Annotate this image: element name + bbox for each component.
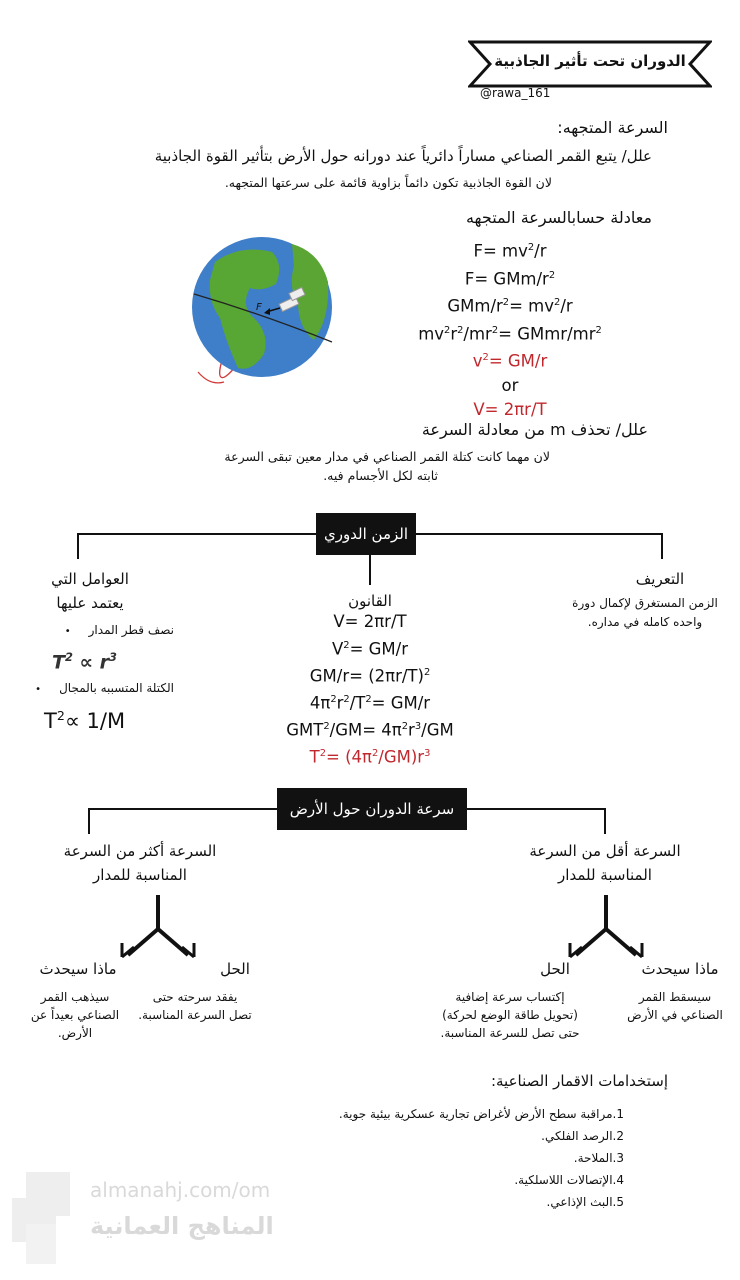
period-title-box: الزمن الدوري xyxy=(316,513,416,555)
slower-heading-line1: السرعة أقل من السرعة xyxy=(529,842,681,860)
use-item-4: 4.الإتصالات اللاسلكية. xyxy=(514,1173,624,1187)
factor-item-2 xyxy=(35,681,174,695)
watermark-site: almanahj.com/om xyxy=(90,1178,271,1202)
eq-3: GMm/$r^2= mv^2/r$ xyxy=(447,296,573,316)
slower-heading-line2: المناسبة للمدار xyxy=(558,866,652,884)
faster-happens-line1: سيذهب القمر xyxy=(40,990,110,1004)
force-label: F xyxy=(256,302,262,313)
faster-fork-arrow xyxy=(118,893,198,963)
factor-radius: نصف قطر المدار • xyxy=(65,623,174,637)
period-vline-right xyxy=(661,533,663,559)
eq-6-result: V= 2πr/T xyxy=(473,399,547,419)
faster-happens-line2: الصناعي بعيداً عن xyxy=(30,1008,120,1022)
period-eq-3: $GM/r= (2\pi r/T)^2$ xyxy=(309,666,431,685)
or-label: or xyxy=(501,375,519,395)
eq-5-result: $v^2= GM/r$ xyxy=(472,351,548,371)
watermark-name: المناهج العمانية xyxy=(90,1212,274,1240)
velocity-equation-heading: معادلة حسابالسرعة المتجهه xyxy=(465,208,652,227)
mass-question: علل/ تحذف m من معادلة السرعة xyxy=(421,420,648,439)
header-banner xyxy=(468,40,712,88)
mass-answer-line1: لان مهما كانت كتلة القمر الصناعي في مدار معين تبقى السرعة xyxy=(224,449,550,464)
uses-list xyxy=(339,1103,624,1213)
mass-answer-line2: ثابته لكل الأجسام فيه. xyxy=(323,468,438,483)
faster-solution-line2: تصل السرعة المناسبة. xyxy=(138,1008,252,1022)
speed-vline-left xyxy=(88,808,90,834)
slower-solution-line3: حتى تصل للسرعة المناسبة. xyxy=(440,1026,580,1040)
eq-1: $F= mv^2/r$ xyxy=(473,241,547,261)
use-item-2: 2.الرصد الفلكي. xyxy=(541,1129,624,1143)
slower-solution-line1: إكتساب سرعة إضافية xyxy=(455,990,565,1004)
speed-vline-right xyxy=(604,808,606,834)
faster-happens-line3: الأرض. xyxy=(57,1026,93,1040)
slower-happens-line1: سيسقط القمر xyxy=(638,990,712,1004)
slower-what-happens-heading: ماذا سيحدث xyxy=(641,960,719,978)
watermark-logo xyxy=(12,1172,70,1268)
velocity-heading: السرعة المتجهه: xyxy=(557,118,668,137)
faster-solution-heading: الحل xyxy=(220,960,250,978)
factor-item-1 xyxy=(65,623,174,637)
period-eq-4: $4\pi^2r^2/T^2= GM/r$ xyxy=(309,693,431,712)
use-item-5: 5.البث الإذاعي. xyxy=(546,1195,624,1209)
gravity-answer: لان القوة الجاذبية تكون دائماً بزاوية قائمة على سرعتها المتجهه. xyxy=(224,175,552,190)
faster-heading-line1: السرعة أكثر من السرعة xyxy=(63,842,217,860)
slower-fork-arrow xyxy=(566,893,646,963)
gravity-question: علل/ يتبع القمر الصناعي مساراً دائرياً عند دورانه حول الأرض بتأثير القوة الجاذبية xyxy=(154,147,652,165)
faster-what-happens-heading: ماذا سيحدث xyxy=(39,960,117,978)
faster-heading-line2: المناسبة للمدار xyxy=(93,866,187,884)
uses-heading: إستخدامات الاقمار الصناعية: xyxy=(490,1072,668,1090)
period-eq-2: $V^2= GM/r$ xyxy=(331,639,409,658)
definition-heading: التعريف xyxy=(635,570,685,588)
period-equations xyxy=(270,610,470,769)
factor-mass: الكتلة المتسببه بالمجال • xyxy=(35,681,174,695)
page-title: الدوران تحت تأثير الجاذبية xyxy=(494,52,686,70)
velocity-equations xyxy=(410,236,610,422)
definition-line2: واحده كامله في مداره. xyxy=(587,615,703,629)
factors-heading-line2: يعتمد عليها xyxy=(56,594,124,612)
eq-4: $mv^2r^2/mr^2=$ GMmr/$mr^2$ xyxy=(418,324,602,343)
factors-heading-line1: العوامل التي xyxy=(51,570,129,588)
eq-2: F= GMm/$r^2$ xyxy=(464,269,556,288)
author-handle: @rawa_161 xyxy=(480,86,551,100)
slower-solution-line2: (تحويل طاقة الوضع لحركة) xyxy=(442,1008,578,1022)
proportional-mass: $T^2\propto 1/M$ xyxy=(44,708,126,733)
earth-orbit-figure xyxy=(180,222,340,392)
use-item-3: 3.الملاحة. xyxy=(573,1151,624,1165)
proportional-radius: $T^2 \propto r^3$ xyxy=(52,650,117,674)
use-item-1: 1.مراقبة سطح الأرض لأغراض تجارية عسكرية بيئية جوية. xyxy=(338,1107,624,1121)
period-eq-6-result: $T^2= (4\pi^2/GM)r^3$ xyxy=(309,747,431,766)
period-vline-left xyxy=(77,533,79,559)
faster-solution-line1: يفقد سرحته حتى xyxy=(152,990,238,1004)
slower-solution-heading: الحل xyxy=(540,960,570,978)
definition-line1: الزمن المستغرق لإكمال دورة xyxy=(572,596,718,610)
period-eq-1: V= 2πr/T xyxy=(333,612,407,631)
period-eq-5: $GMT^2/GM= 4\pi^2r^3/GM$ xyxy=(286,720,454,739)
law-heading: القانون xyxy=(348,592,392,610)
slower-happens-line2: الصناعي في الأرض xyxy=(627,1008,723,1022)
speed-title-box: سرعة الدوران حول الأرض xyxy=(277,788,467,830)
